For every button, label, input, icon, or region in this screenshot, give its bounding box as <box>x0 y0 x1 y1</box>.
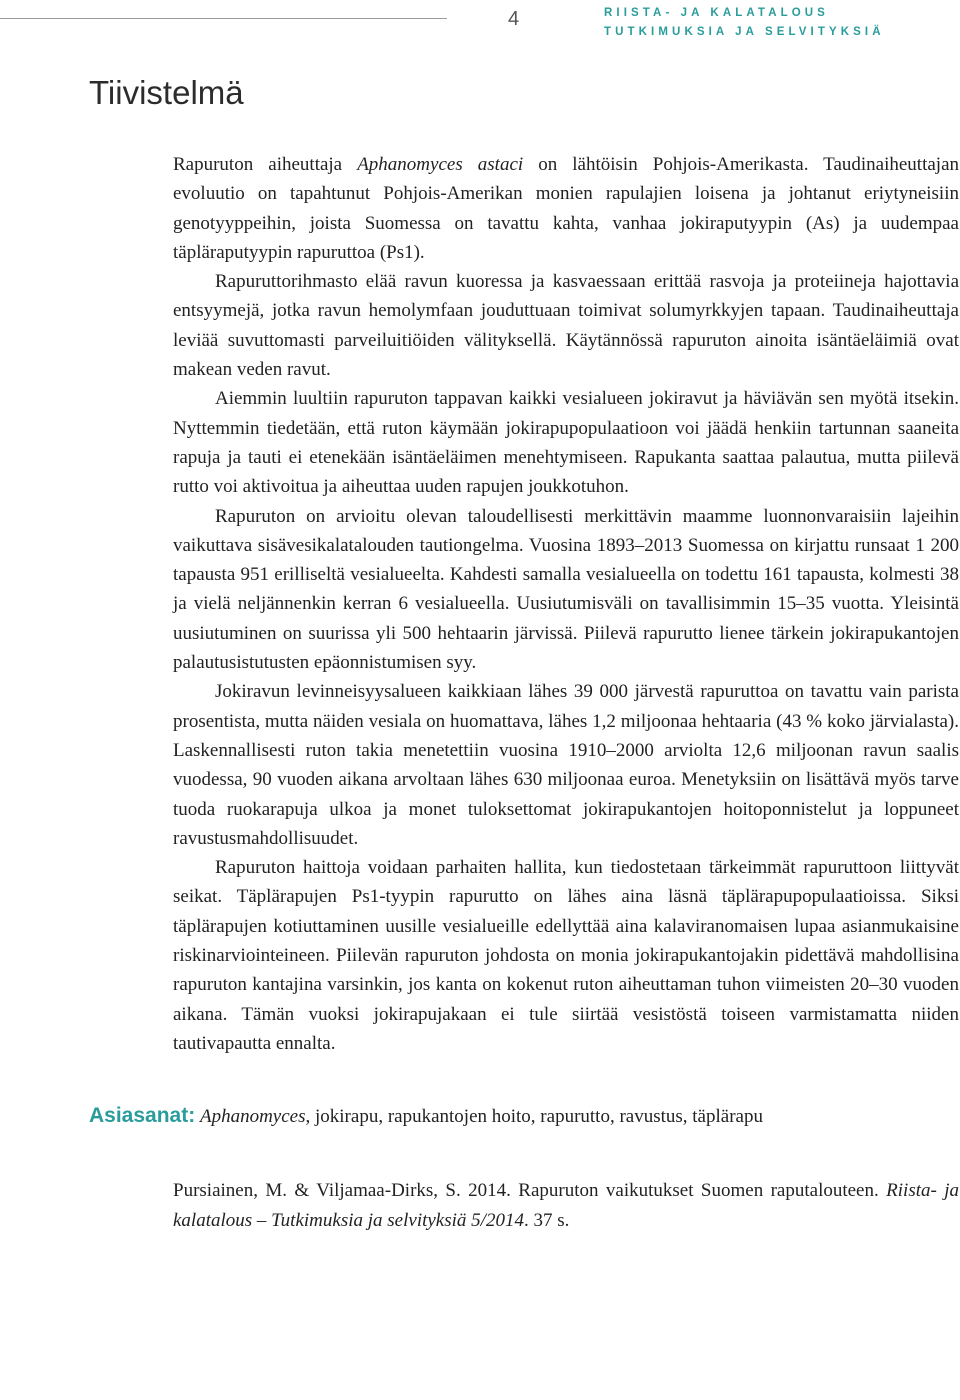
series-title-line1: RIISTA- JA KALATALOUS <box>604 7 829 19</box>
abstract-paragraph-4: Rapuruton on arvioitu olevan taloudellisesti merkittävin maamme luonnonvaraisiin lajeihin vaikuttava sisävesikalatalouden tautiongelma. Vuosina 1893–2013 Suomessa on kirjattu runsaat 1 200 tapausta 951 erilliseltä vesialueelta. Kahdesti samalla vesialueella on todettu 161 tapausta, kolmesti 38 ja vielä neljännenkin kerran 6 vesialueella. Uusiutumisväli on tavallisimmin 15–35 vuotta. Yleisintä uusiutuminen on suurissa yli 500 hehtaarin järvissä. Piilevä rapurutto lienee tärkein jokirapukantojen palautusistutusten epäonnistumisen syy. <box>173 505 959 674</box>
abstract-paragraph-5: Jokiravun levinneisyysalueen kaikkiaan lähes 39 000 järvestä rapuruttoa on tavattu vain parista prosentista, mutta näiden vesiala on huomattava, lähes 1,2 miljoonaa hehtaaria (43 % koko järvialasta). Laskennallisesti ruton takia menetettiin vuosina 1910–2000 arviolta 12,6 miljoonan ravun saalis vuodessa, 90 vuoden aikana arvoltaan lähes 630 miljoonaa euroa. Menetyksiin on lisättävä myös tarve tuoda ruokarapuja ulkoa ja monet tuloksettomat jokirapukantojen hoitoponnistelut ja loppuneet ravustusmahdollisuudet. <box>173 681 959 849</box>
series-title-line2: TUTKIMUKSIA JA SELVITYKSIÄ <box>604 26 885 38</box>
abstract-paragraph-3: Aiemmin luultiin rapuruton tappavan kaikki vesialueen jokiravut ja häviävän sen myötä itsekin. Nyttemmin tiedetään, että ruton käymään jokirapupopulaatioon voi jäädä henkiin tartunnan saaneita rapuja ja tauti ei etenekään isäntäeläimen menehtymiseen. Rapukanta saattaa palautua, mutta piilevä rutto voi aktivoitua ja aiheuttaa uuden rapujen joukkotuhon. <box>173 388 959 498</box>
running-head <box>604 4 885 42</box>
citation-pages: . 37 s. <box>523 1209 570 1231</box>
abstract-p1-start: Rapuruton aiheuttaja <box>173 154 358 175</box>
page-number: 4 <box>508 8 520 30</box>
abstract-paragraph-1 <box>173 150 959 267</box>
page-title: Tiivistelmä <box>89 74 244 111</box>
species-name: Aphanomyces astaci <box>357 154 524 175</box>
citation-series: Riista- ja kalatalous – Tutkimuksia ja selvityksiä 5/2014 <box>173 1180 959 1231</box>
abstract-paragraph-2: Rapuruttorihmasto elää ravun kuoressa ja kasvaessaan erittää rasvoja ja proteiineja hajottavia entsyymejä, jotka ravun hemolymfaan jouduttuaan toimivat solumyrkkyjen tapaan. Taudinaiheuttaja leviää suvuttomasti parveiluitiöiden välityksellä. Käytännössä rapuruton ainoita isäntäeläimiä ovat makean veden ravut. <box>173 271 959 381</box>
citation <box>173 1176 959 1235</box>
header-rule <box>0 18 447 19</box>
abstract-p1-end: on lähtöisin Pohjois-Amerikasta. Taudinaiheuttajan evoluutio on tapahtunut Pohjois-Amerikan monien rapulajien loisena ja johtanut eriytyneisiin genotyyppeihin, joista Suomessa on tavattu kahta, vanhaa jokiraputyypin (As) ja uudempaa täpläraputyypin rapuruttoa (Ps1). <box>173 154 960 263</box>
abstract-body <box>173 150 959 1058</box>
abstract-paragraph-6: Rapuruton haittoja voidaan parhaiten hallita, kun tiedostetaan tärkeimmät rapuruttoon liittyvät seikat. Täplärapujen Ps1-tyypin rapurutto on lähes aina läsnä täplärapupopulaatioissa. Siksi täplärapujen kotiuttaminen uusille vesialueille edellyttää aina kalaviranomaisen lupaa asianmukaisine riskinarviointeineen. Piilevän rapuruton johdosta on monia jokirapukantojakin pidettävä mahdollisina rapuruton kantajina varsinkin, jos kanta on kokenut ruton aiheuttaman tuhon viimeisten 20–30 vuoden aikana. Tämän vuoksi jokirapujakaan ei tule siirtää vesistöstä toiseen varmistamatta niiden tautivapautta ennalta. <box>173 857 959 1054</box>
keywords-label: Asiasanat: <box>89 1104 196 1127</box>
citation-text <box>173 1176 959 1235</box>
citation-main: Pursiainen, M. & Viljamaa-Dirks, S. 2014. Rapuruton vaikutukset Suomen raputalouteen. <box>173 1180 879 1201</box>
keyword-italic: Aphanomyces <box>199 1106 306 1127</box>
keywords-list: , jokirapu, rapukantojen hoito, rapurutto, ravustus, täplärapu <box>305 1106 763 1127</box>
keywords <box>89 1104 959 1128</box>
